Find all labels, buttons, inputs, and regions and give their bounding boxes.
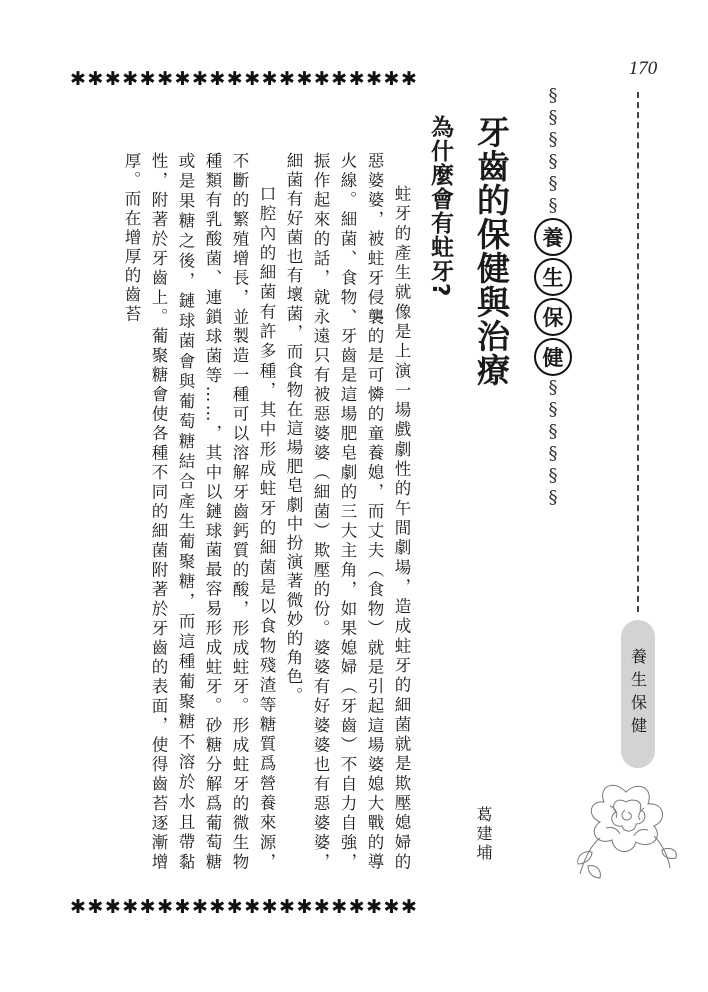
- column-header: [533, 85, 573, 509]
- section-marks-bottom: §§§§§§: [542, 377, 564, 509]
- article-title: 牙齒的保健與治療: [472, 115, 511, 387]
- author-name: 葛建埔: [474, 806, 493, 863]
- circled-char-3: 保: [534, 298, 572, 336]
- article-subtitle: 為什麼會有蛀牙?: [427, 115, 453, 298]
- peony-flower-icon: [570, 770, 682, 888]
- circled-char-1: 養: [534, 218, 572, 256]
- body-paragraph-1: 蛀牙的產生就像是上演一場戲劇性的午間劇場，造成蛀牙的細菌就是欺壓媳婦的惡婆婆，被蛀牙侵襲的是可憐的童養媳，而丈夫（食物）就是引起這場婆媳大戰的導火線。細菌、食物、牙齒是這場肥皂劇的三大主角，如果媳婦（牙齒）不自力自強，振作起來的話，就永遠只有被惡婆婆（細菌）欺壓的份。婆婆有好婆婆也有惡婆婆，細菌有好菌也有壞菌，而食物在這場肥皂劇中扮演著微妙的角色。: [284, 152, 411, 872]
- circled-char-2: 生: [534, 258, 572, 296]
- top-ornament-border: ✱✱✱✱✱✱✱✱✱✱✱✱✱✱✱✱✱✱✱✱: [70, 68, 419, 90]
- section-tab-label: 養生保健: [628, 648, 648, 740]
- circled-char-4: 健: [534, 338, 572, 376]
- section-tab: [621, 620, 655, 768]
- body-paragraph-2: 口腔內的細菌有許多種，其中形成蛀牙的細菌是以食物殘渣等糖質爲營養來源，不斷的繁殖增長，並製造一種可以溶解牙齒鈣質的酸，形成蛀牙。形成蛀牙的微生物種類有乳酸菌、連鎖球菌等……，其中以鏈球菌最容易形成蛀牙。砂糖分解爲葡萄糖或是果糖之後，鏈球菌會與葡萄糖結合產生葡聚糖，而這種葡聚糖不溶於水且帶黏性，附著於牙齒上。葡聚糖會使各種不同的細菌附著於牙齒的表面，使得齒苔逐漸增厚。而在增厚的齒苔: [122, 152, 276, 872]
- bottom-ornament-border: ✱✱✱✱✱✱✱✱✱✱✱✱✱✱✱✱✱✱✱✱: [70, 896, 419, 918]
- section-marks-top: §§§§§§: [542, 85, 564, 217]
- page-number: 170: [628, 58, 658, 79]
- margin-divider: [637, 92, 639, 612]
- article-body: [90, 152, 415, 872]
